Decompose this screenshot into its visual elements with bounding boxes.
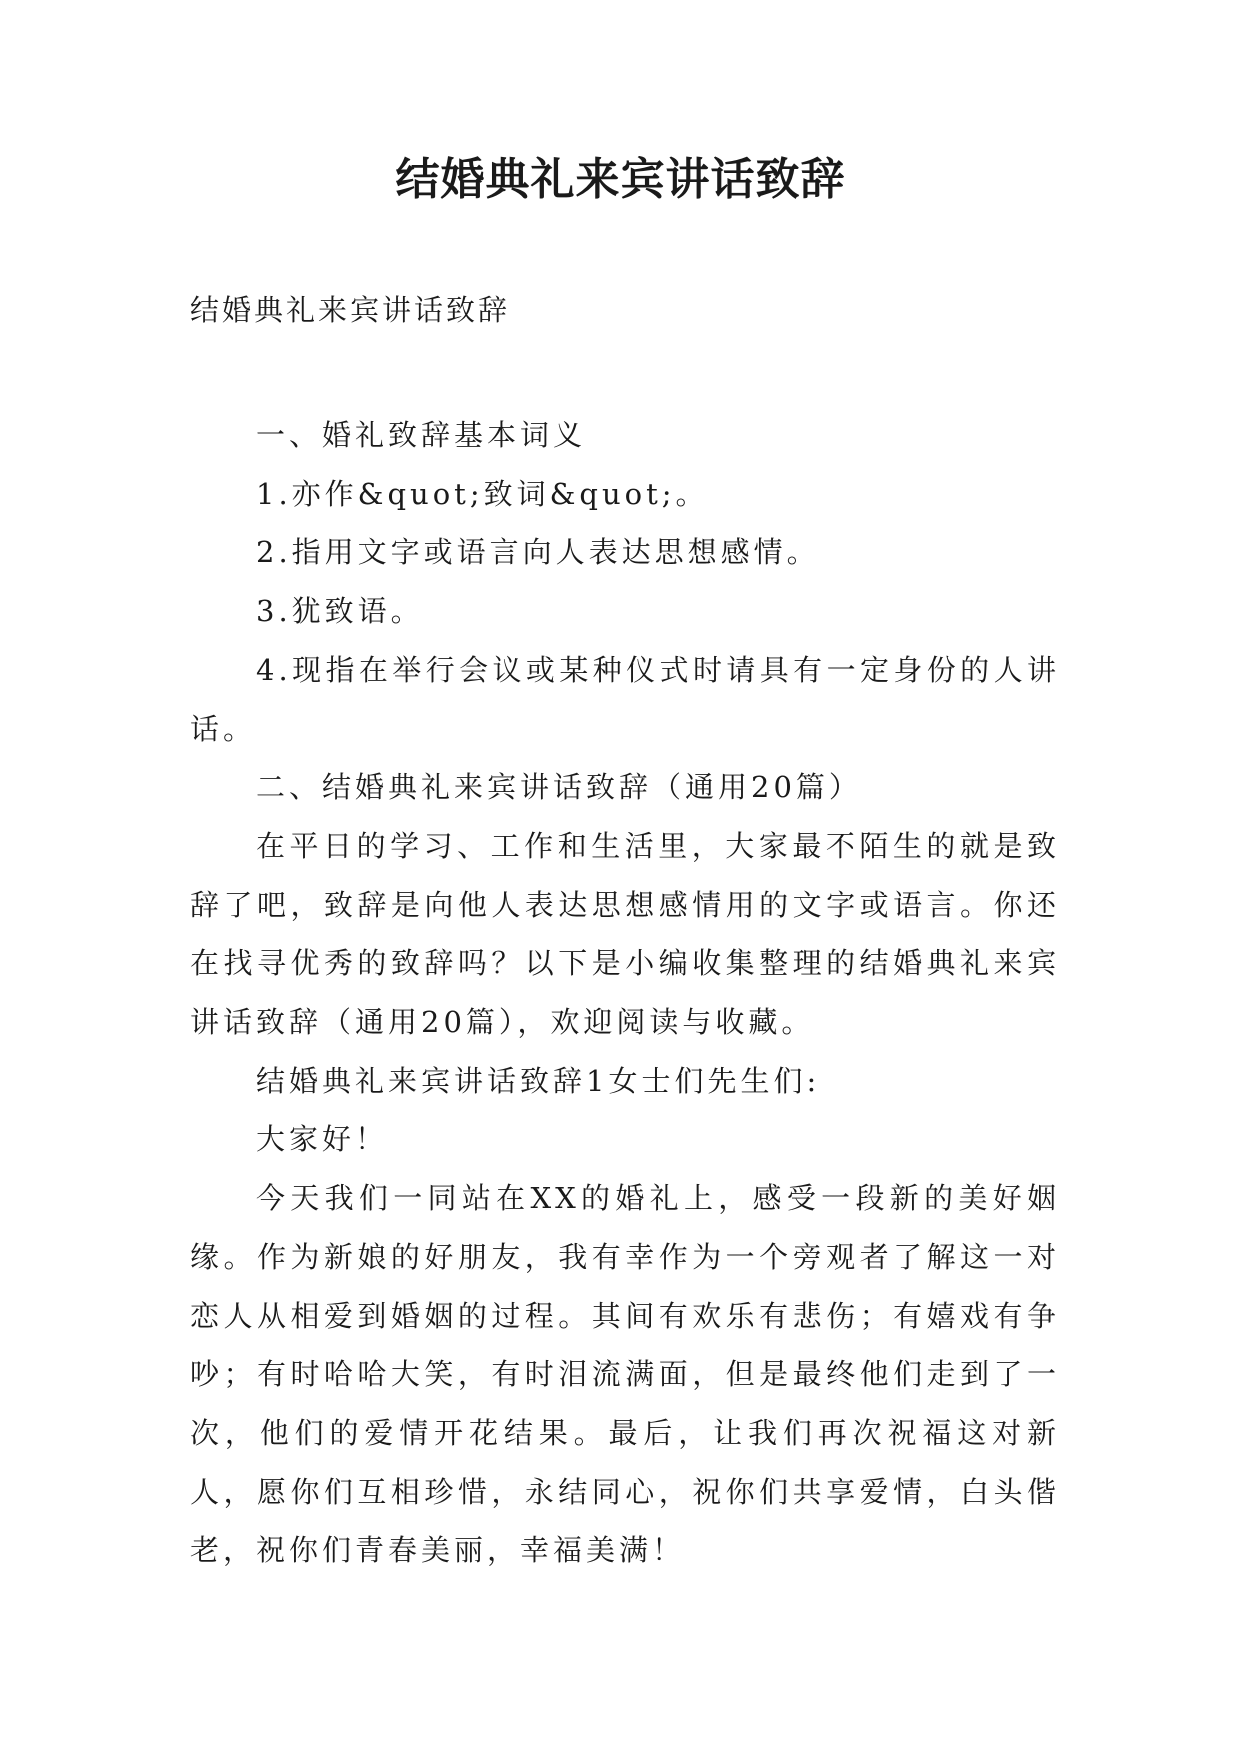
paragraph-definition-1: 1.亦作&quot;致词&quot;。 <box>256 476 709 511</box>
paragraph-definition-3: 3.犹致语。 <box>256 594 424 629</box>
paragraph-speech-body: 今天我们一同站在XX的婚礼上，感受一段新的美好姻缘。作为新娘的好朋友，我有幸作为一个旁观者了解这一对恋人从相爱到婚姻的过程。其间有欢乐有悲伤；有嬉戏有争吵；有时哈哈大笑，有时泪流满面，但是最终他们走到了一次，他们的爱情开花结果。最后，让我们再次祝福这对新人，愿你们互相珍惜，永结同心，祝你们共享爱情，白头偕老，祝你们青春美丽，幸福美满！ <box>190 1181 1060 1568</box>
document-subtitle: 结婚典礼来宾讲话致辞 <box>190 293 511 327</box>
paragraph-definition-2: 2.指用文字或语言向人表达思想感情。 <box>256 535 820 570</box>
paragraph-intro: 在平日的学习、工作和生活里，大家最不陌生的就是致辞了吧，致辞是向他人表达思想感情用的文字或语言。你还在找寻优秀的致辞吗？以下是小编收集整理的结婚典礼来宾讲话致辞（通用20篇），欢迎阅读与收藏。 <box>190 828 1060 1040</box>
paragraph-heading-2: 二、结婚典礼来宾讲话致辞（通用20篇） <box>256 770 862 805</box>
paragraph-definition-4: 4.现指在举行会议或某种仪式时请具有一定身份的人讲话。 <box>190 652 1060 746</box>
document-title: 结婚典礼来宾讲话致辞 <box>395 154 846 205</box>
document-body <box>190 406 1060 1580</box>
paragraph-greeting: 大家好！ <box>256 1122 389 1157</box>
paragraph-speech-title: 结婚典礼来宾讲话致辞1女士们先生们: <box>256 1063 821 1098</box>
paragraph-heading-1: 一、婚礼致辞基本词义 <box>256 418 587 452</box>
